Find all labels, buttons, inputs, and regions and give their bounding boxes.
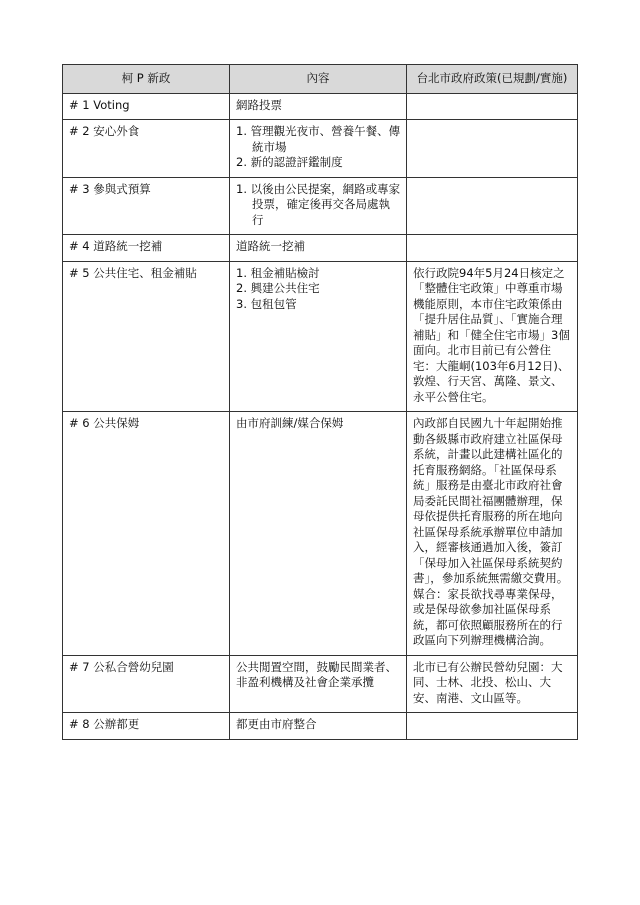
list-item: 2. 新的認證評鑑制度: [236, 155, 343, 169]
content-cell: [230, 120, 407, 178]
policy-cell: # 2 安心外食: [63, 120, 230, 178]
policy-cell: # 4 道路統一挖補: [63, 235, 230, 262]
content-cell: 由市府訓練/媒合保姆: [230, 412, 407, 656]
policy-cell: # 1 Voting: [63, 93, 230, 120]
gov-policy-text: 北市已有公辦民營幼兒園：大同、士林、北投、松山、大安、南港、文山區等。: [413, 659, 563, 705]
list-item: 1. 租金補貼檢討: [236, 265, 320, 280]
gov-policy-cell: [407, 713, 578, 740]
gov-policy-text: 媒合：家長欲找尋專業保母，或是保母欲參加社區保母系統，都可依照顧服務所在的行政區向下列辦理機構洽詢。: [413, 586, 563, 647]
gov-policy-text: 依行政院94年5月24日核定之「整體住宅政策」中尊重市場機能原則，本市住宅政策係由「提升居住品質」、「實施合理補貼」和「健全住宅市場」3個面向。北市目前已有公營住宅：大龍峒(103年6月12日)、敦煌、行天宮、萬隆、景文、永平公營住宅。: [413, 265, 570, 404]
list-item: 3. 包租包管: [236, 296, 297, 311]
policy-table: [62, 64, 578, 740]
header-government-policy: 台北市政府政策(已規劃/實施): [407, 65, 578, 94]
gov-policy-cell: [407, 261, 578, 412]
content-list: [236, 266, 401, 313]
content-list: [236, 124, 401, 171]
policy-cell: # 3 參與式預算: [63, 177, 230, 235]
gov-policy-cell: [407, 655, 578, 713]
content-cell: 道路統一挖補: [230, 235, 407, 262]
content-cell: [230, 261, 407, 412]
header-policy: 柯 P 新政: [63, 65, 230, 94]
content-cell: 網路投票: [230, 93, 407, 120]
policy-cell: # 8 公辦都更: [63, 713, 230, 740]
table-row: [63, 177, 578, 235]
content-cell: [230, 177, 407, 235]
table-row: [63, 261, 578, 412]
content-list: [236, 182, 401, 229]
list-item: 1. 以後由公民提案，網路或專家投票，確定後再交各局處執行: [236, 181, 401, 227]
content-cell: 公共閒置空間，鼓勵民間業者、非盈利機構及社會企業承攬: [230, 655, 407, 713]
table-row: [63, 235, 578, 262]
gov-policy-cell: [407, 120, 578, 178]
content-cell: 都更由市府整合: [230, 713, 407, 740]
gov-policy-cell: [407, 235, 578, 262]
policy-cell: # 5 公共住宅、租金補貼: [63, 261, 230, 412]
list-item: 2. 興建公共住宅: [236, 281, 320, 295]
table-row: [63, 120, 578, 178]
header-content: 內容: [230, 65, 407, 94]
table-row: [63, 655, 578, 713]
gov-policy-cell: [407, 177, 578, 235]
gov-policy-text: 內政部自民國九十年起開始推動各級縣市政府建立社區保母系統，計畫以此建構社區化的托育服務網絡。「社區保母系統」服務是由臺北市政府社會局委託民間社福團體辦理，保母依提供托育服務的所在地向社區保母系統承辦單位申請加入，經審核通過加入後，簽訂「保母加入社區保母系統契約書」，參加系統無需繳交費用。: [413, 416, 569, 585]
table-row: [63, 412, 578, 656]
table-row: [63, 93, 578, 120]
gov-policy-cell: [407, 93, 578, 120]
list-item: 1. 管理觀光夜市、營養午餐、傳統市場: [236, 124, 401, 154]
policy-cell: # 6 公共保姆: [63, 412, 230, 656]
header-row: [63, 65, 578, 94]
table-row: [63, 713, 578, 740]
gov-policy-cell: [407, 412, 578, 656]
policy-cell: # 7 公私合營幼兒園: [63, 655, 230, 713]
